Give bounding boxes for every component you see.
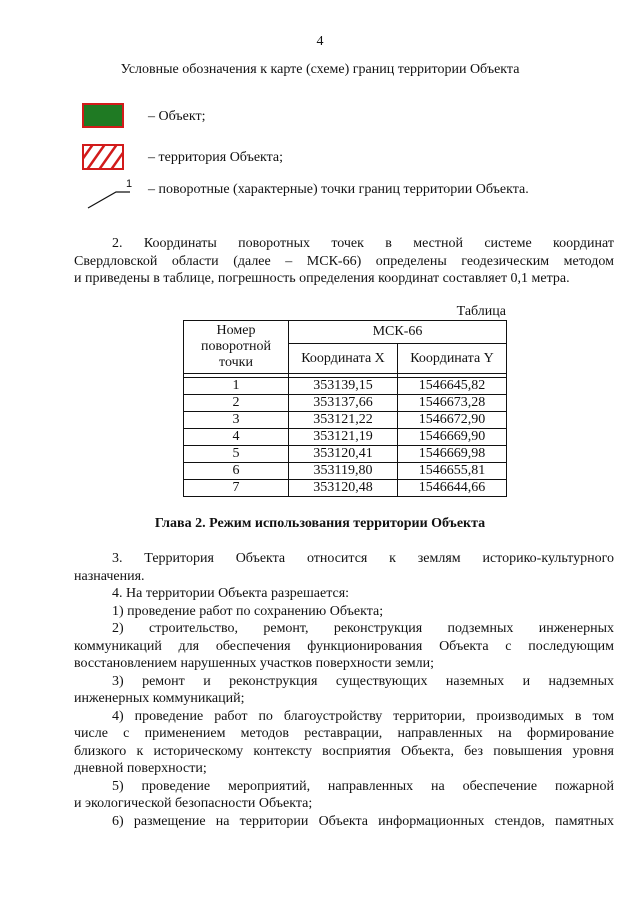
cell-point-number: 5 [184, 446, 289, 463]
table-row [184, 412, 507, 429]
text-line: и приведены в таблице, погрешность определения координат составляет 0,1 метра. [74, 271, 570, 286]
cell-point-number: 3 [184, 412, 289, 429]
territory-hatch-icon [82, 144, 124, 170]
turning-point-marker-label: 1 [126, 178, 133, 190]
cell-point-number: 2 [184, 395, 289, 412]
cell-point-number: 6 [184, 463, 289, 480]
cell-y: 1546673,28 [398, 395, 507, 412]
chapter-2-body [74, 550, 614, 830]
page-number: 4 [316, 34, 324, 49]
text-line: дневной поверхности; [74, 761, 207, 776]
legend-territory-label: – территория Объекта; [148, 150, 284, 165]
table-caption: Таблица [456, 304, 506, 319]
table-row [184, 429, 507, 446]
text-line: восстановлением нарушенных участков поверхности земли; [74, 656, 435, 671]
legend-point-label: – поворотные (характерные) точки границ территории Объекта. [148, 182, 529, 197]
text-line: 3. Территория Объекта относится к землям историко-культурного [112, 551, 614, 566]
cell-point-number: 4 [184, 429, 289, 446]
text-line: 4. На территории Объекта разрешается: [112, 586, 350, 601]
cell-y: 1546655,81 [398, 463, 507, 480]
coordinates-table [183, 320, 507, 497]
text-line: 2) строительство, ремонт, реконструкция подземных инженерных [112, 621, 614, 636]
text-line: и экологической безопасности Объекта; [74, 796, 313, 811]
table-row [184, 480, 507, 497]
chapter-title: Глава 2. Режим использования территории Объекта [154, 516, 486, 531]
table-row [184, 446, 507, 463]
cell-x: 353121,19 [289, 429, 398, 446]
text-line: инженерных коммуникаций; [74, 691, 245, 706]
text-line: числе с применением методов реставрации, направленных на формирование [74, 726, 614, 741]
text-line: 5) проведение мероприятий, направленных на обеспечение пожарной [112, 778, 614, 794]
text-line: близкого к историческому контексту восприятия Объекта, без повышения уровня [74, 743, 614, 759]
cell-point-number: 7 [184, 480, 289, 497]
legend-title: Условные обозначения к карте (схеме) границ территории Объекта [120, 62, 520, 77]
text-line: назначения. [74, 568, 145, 584]
table-row [184, 463, 507, 480]
cell-x: 353121,22 [289, 412, 398, 429]
object-fill-icon [82, 103, 124, 128]
cell-y: 1546645,82 [398, 378, 507, 395]
table-row [184, 378, 507, 395]
legend-object-label: – Объект; [148, 109, 206, 124]
cell-x: 353139,15 [289, 378, 398, 395]
header-coordinate-x: Координата X [289, 344, 398, 374]
cell-y: 1546669,90 [398, 429, 507, 446]
header-coordinate-system: МСК-66 [289, 321, 507, 344]
cell-point-number: 1 [184, 378, 289, 395]
header-point-number: Номер поворотной точки [184, 321, 289, 374]
header-coordinate-y: Координата Y [398, 344, 507, 374]
table-row [184, 395, 507, 412]
text-line: 3) ремонт и реконструкция существующих наземных и надземных [112, 673, 614, 689]
cell-y: 1546644,66 [398, 480, 507, 497]
text-line: 6) размещение на территории Объекта информационных стендов, памятных [112, 813, 614, 829]
cell-x: 353119,80 [289, 463, 398, 480]
text-line: 1) проведение работ по сохранению Объекта; [112, 603, 384, 619]
cell-y: 1546672,90 [398, 412, 507, 429]
text-line: Свердловской области (далее – МСК-66) определены геодезическим методом [74, 253, 614, 269]
section-2-paragraph [74, 235, 614, 288]
text-line: 4) проведение работ по благоустройству территории, производимых в том [112, 708, 614, 724]
cell-x: 353137,66 [289, 395, 398, 412]
text-line: коммуникаций для обеспечения функционирования Объекта с последующим [74, 638, 614, 654]
cell-y: 1546669,98 [398, 446, 507, 463]
text-line: 2. Координаты поворотных точек в местной системе координат [112, 236, 614, 251]
cell-x: 353120,41 [289, 446, 398, 463]
cell-x: 353120,48 [289, 480, 398, 497]
